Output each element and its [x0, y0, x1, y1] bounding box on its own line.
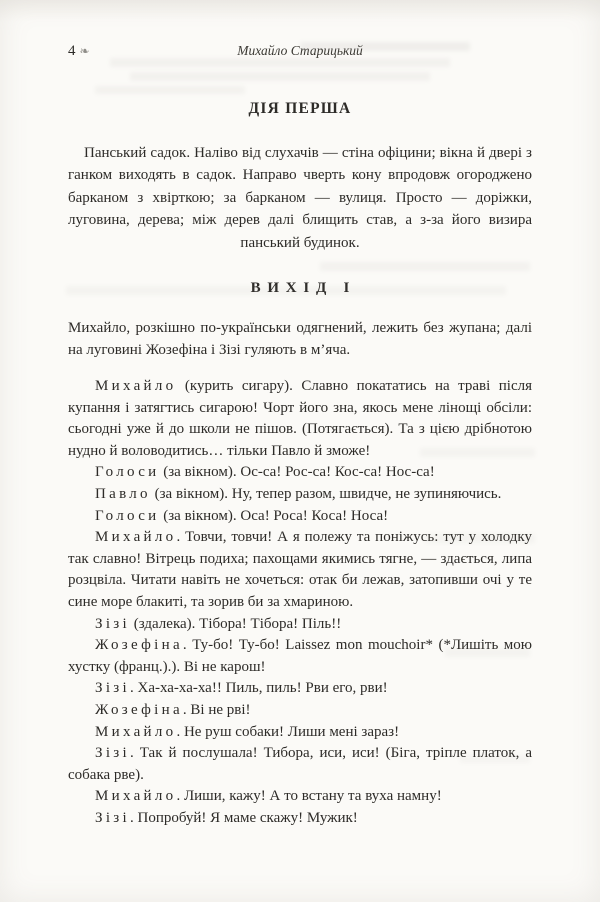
page-number-block [68, 42, 90, 60]
stage-note: (за вікном) [163, 464, 233, 481]
speaker-name: Михайло [95, 529, 177, 546]
stage-note: (курить сигару) [184, 378, 290, 395]
bleed-through-artifact [95, 86, 245, 94]
dialogue-text: . Не руш собаки! Лиши мені зараз! [176, 723, 400, 740]
stage-note: (за вікном) [154, 486, 225, 502]
stage-note: (здалека) [133, 615, 192, 632]
dialogue-text: . Ха-ха-ха-ха!! Пиль, пиль! Рви его, рви! [129, 680, 388, 697]
speaker-name: Зізі [95, 745, 130, 762]
speaker-name: Голоси [95, 507, 160, 524]
speaker-name: Зізі [95, 615, 130, 632]
dialogue-line [68, 527, 532, 613]
dialogue-line [68, 722, 532, 744]
dialogue-text: . Славно покататись на траві після купання і затягтись сигарою! Чорт його зна, якось мене лінощі обсіли: сьогодні уже й до школи не пішов. (Потягається). Та з цією дрібнотою нудно й воловодитись… тільки Павло й зможе! [68, 378, 532, 459]
scene-direction: Михайло, розкішно по-українськи одягнений, лежить без жупана; далі на луговині Жозефіна і Зізі гуляють в м’яча. [68, 320, 532, 359]
page-header [68, 42, 532, 60]
dialogue-line [68, 700, 532, 722]
stage-direction: Панський садок. Наліво від слухачів — стіна офіцини; вікна й двері з ганком виходять в садок. Направо чверть кону впродовж огороджено барканом з хвірткою; за барканом — вулиця. Просто — доріжки, луговина, дерева; між дерев далі блищить став, а з-за його визира панський будинок. [68, 145, 532, 251]
dialogue-line [68, 506, 532, 528]
dialogue-text: . Ві не рві! [182, 701, 251, 718]
dialogue-line [68, 376, 532, 462]
dialogue-text: . Оса! Роса! Коса! Носа! [232, 507, 389, 524]
dialogue-line [68, 786, 532, 808]
speaker-name: Павло [95, 486, 151, 502]
bleed-through-artifact [130, 72, 430, 81]
bleed-through-artifact [320, 262, 530, 271]
fleuron-icon: ❧ [79, 44, 90, 58]
act-title: ДІЯ ПЕРША [248, 100, 352, 117]
speaker-name: Зізі [95, 809, 130, 826]
scene-title: ВИХІД І [250, 280, 357, 297]
dialogue-text: . Ос-са! Рос-са! Кос-са! Нос-са! [232, 464, 435, 481]
stage-note: (за вікном) [163, 507, 233, 524]
dialogue-line [68, 678, 532, 700]
running-title: Михайло Старицький [237, 43, 363, 58]
speaker-name: Жозефіна [95, 637, 183, 654]
dialogue-line [68, 614, 532, 636]
dialogue-text: . Лиши, кажу! А то встану та вуха намну! [176, 788, 442, 805]
speaker-name: Михайло [95, 723, 177, 740]
speaker-name: Михайло [95, 378, 177, 395]
dialogue-line [68, 808, 532, 830]
dialogue-text: . Ну, тепер разом, швидче, не зупиняючись. [224, 486, 502, 502]
dialogue-line [68, 462, 532, 484]
dialogue-text: . Товчи, товчи! А я полежу та поніжусь: тут у холодку так славно! Вітрець подиха; пахощами якимись тягне, — здається, липа розцвіла. Читати навіть не хочеться: отак би лежав, затопивши очі у те сине море блакиті, та зорив би за хмариною. [68, 529, 532, 610]
speaker-name: Голоси [95, 464, 160, 481]
dialogue-text: . Так й послушала! Тибора, иси, иси! (Біга, тріпле платок, а собака рве). [68, 745, 532, 783]
dialogue-line [68, 484, 532, 506]
speaker-name: Михайло [95, 788, 177, 805]
dialogue-text: . Ту-бо! Ту-бо! Laissez mon mouchoir* (*Лишіть мою хустку (франц.).). Ві не карош! [68, 637, 532, 675]
dialogue-text: . Тібора! Тібора! Піль!! [191, 615, 342, 632]
speaker-name: Зізі [95, 680, 130, 697]
speaker-name: Жозефіна [95, 701, 183, 718]
page-number: 4 [68, 43, 76, 59]
dialogue-list [68, 376, 532, 829]
dialogue-line [68, 743, 532, 786]
dialogue-text: . Попробуй! Я маме скажу! Мужик! [129, 809, 358, 826]
dialogue-line [68, 635, 532, 678]
